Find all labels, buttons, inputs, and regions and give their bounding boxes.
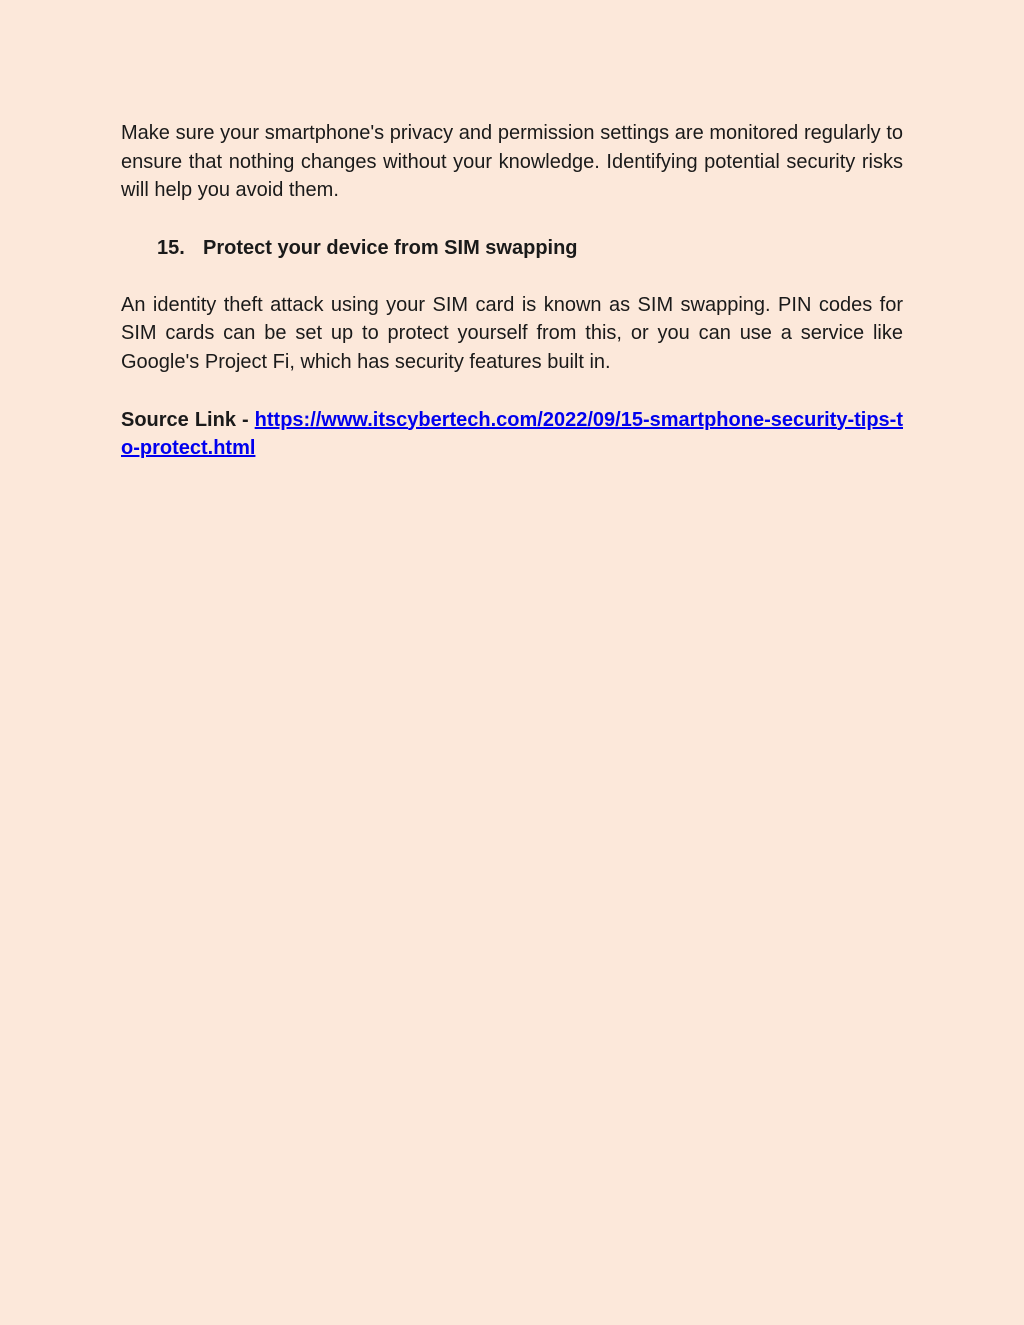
source-label: Source Link - [121, 408, 255, 431]
source-link[interactable]: https://www.itscybertech.com/2022/09/15-smartphone-security-tips-to-protect.html [121, 408, 903, 460]
section-heading [157, 234, 903, 262]
paragraph-sim-swapping: An identity theft attack using your SIM card is known as SIM swapping. PIN codes for SIM cards can be set up to protect yourself from this, or you can use a service like Google's Project Fi, which has security features built in. [121, 293, 903, 373]
section-title: Protect your device from SIM swapping [203, 236, 578, 259]
paragraph-privacy-settings: Make sure your smartphone's privacy and permission settings are monitored regularly to ensure that nothing changes without your knowledge. Identifying potential security risks will help you avoid them. [121, 122, 903, 202]
section-number: 15. [157, 236, 185, 259]
document-page [121, 119, 903, 463]
source-line [121, 406, 903, 463]
